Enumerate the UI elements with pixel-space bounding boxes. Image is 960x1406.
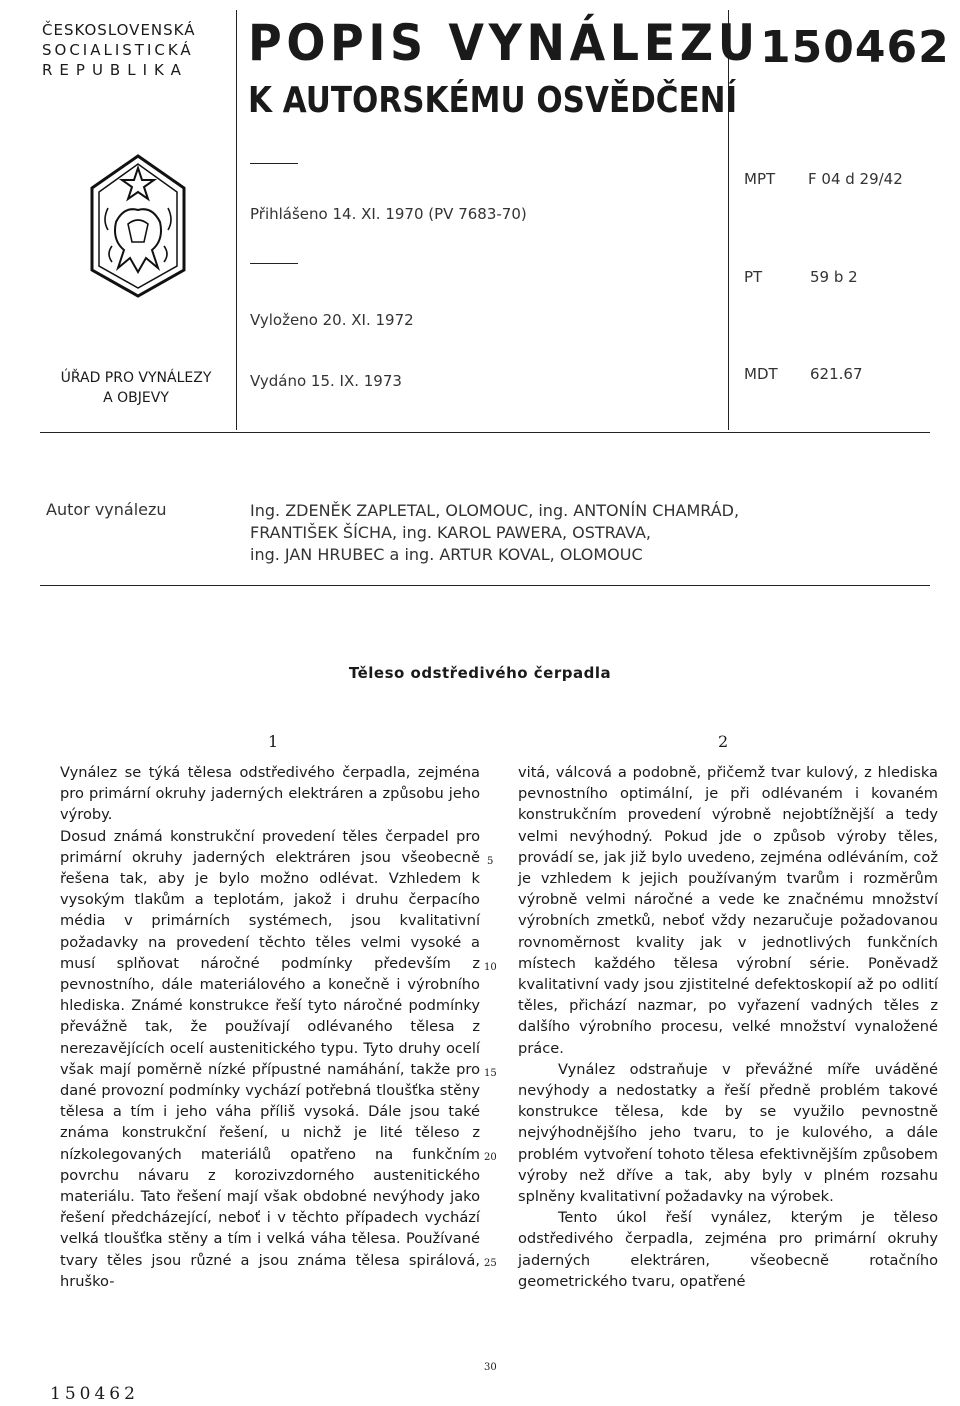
blank-rule-2 [250,263,298,264]
document-number: 150462 [760,22,950,73]
state-emblem-icon [72,150,204,300]
class-mdt-label: MDT [744,365,778,383]
office-line-1: ÚŘAD PRO VYNÁLEZY [60,370,212,386]
header-bottom-rule [40,432,930,433]
header-divider-left [236,10,237,430]
blank-rule-1 [250,163,298,164]
published-date: Vyloženo 20. XI. 1972 [250,311,414,329]
class-pt-value: 59 b 2 [810,268,858,286]
document-type-subtitle: K AUTORSKÉMU OSVĚDČENÍ [248,80,738,121]
country-line-2: SOCIALISTICKÁ [42,41,194,59]
paragraph: Vynález odstraňuje v převážné míře uváděné nevýhody a nedostatky a řeší předně problém takové konstrukce tělesa, kde by se využilo pevnostně nejvýhodnějšího jeho tvaru, to je kulového, a dále problém vytvoření tohoto tělesa efektivnějším způsobem výroby než dříve a tak, aby byly v plném rozsahu splněny kvalitativní požadavky na výrobek. [518,1060,938,1206]
invention-title: Těleso odstředivého čerpadla [348,664,612,682]
column-number-2: 2 [718,732,729,751]
author-line: ing. JAN HRUBEC a ing. ARTUR KOVAL, OLOMOUC [250,545,643,564]
text-column-1 [60,762,480,1292]
author-line: FRANTIŠEK ŠÍCHA, ing. KAROL PAWERA, OSTRAVA, [250,523,651,542]
line-number: 30 [484,1362,497,1373]
paragraph: Tento úkol řeší vynález, kterým je těleso odstředivého čerpadla, zejména pro primární okruhy jaderných elektráren, všeobecně rotačního geometrického tvaru, opatřené [518,1209,938,1290]
line-number: 5 [487,856,494,867]
class-pt-label: PT [744,268,763,286]
authors-list [250,500,910,566]
paragraph: Dosud známá konstrukční provedení těles čerpadel pro primární okruhy jaderných elektráren jsou všeobecně řešena tak, aby je bylo možno odlévat. Vzhledem k vysokým tlakům a teplotám, jakož i druhu čerpacího média v primárních systémech, jsou kvalitativní požadavky na provedení těchto těles velmi vysoké a musí splňovat náročné podmínky především z pevnostního, dále materiálového a konečně i výrobního hlediska. Známé konstrukce řeší tyto náročné podmínky převážně tak, že používají odlévaného tělesa z nerezavějících ocelí austenitického typu. Tyto druhy ocelí však mají poměrně nízké přípustné namáhání, takže pro dané provozní podmínky vychází potřebná tloušťka stěny tělesa a tím i jeho váha příliš vysoká. Dále jsou také známa konstrukční řešení, u nichž je lité těleso z nízkolegovaných materiálů opatřeno na funkčním povrchu návaru z korozivzdorného austenitického materiálu. Tato řešení mají však obdobné nevýhody jako řešení předcházející, neboť i v těchto případech vychází velká tloušťka stěny a tím i velká váha tělesa. Používané tvary těles jsou různé a jsou známa tělesa spirálová, hruško- [60,827,480,1290]
line-number: 20 [484,1152,497,1163]
filed-date: Přihlášeno 14. XI. 1970 (PV 7683-70) [250,205,527,223]
office-line-2: A OBJEVY [103,390,169,406]
class-mpt-label: MPT [744,170,776,188]
country-line-1: ČESKOSLOVENSKÁ [42,21,196,39]
paragraph: Vynález se týká tělesa odstředivého čerpadla, zejména pro primární okruhy jaderných elektráren a způsobu jeho výroby. [60,764,480,824]
class-mpt-value: F 04 d 29/42 [808,170,903,188]
line-number: 15 [484,1068,497,1079]
paragraph: vitá, válcová a podobně, přičemž tvar kulový, z hlediska pevnostního optimální, je při odlévaném i kovaném konstrukčním provedení výrobně nejobtížnější a tedy velmi nevýhodný. Pokud jde o způsob výroby těles, provádí se, jak již bylo uvedeno, zejména odléváním, což je vzhledem k jejich používaným tvarům i rozměrům výrobně velmi náročné a vede ke značnému množství výrobních zmetků, neboť vždy nezaručuje požadovanou rovnoměrnost kvality jak v jednotlivých funkčních místech každého tělesa výrobní série. Poněvadž kvalitativní vady jsou zjistitelné defektoskopií až po odlití těles, přichází nazmar, po vyřazení vadných těles z dalšího výrobního procesu, velké množství vynaložené práce. [518,764,938,1057]
header-divider-right [728,10,729,430]
author-line: Ing. ZDENĚK ZAPLETAL, OLOMOUC, ing. ANTONÍN CHAMRÁD, [250,501,740,520]
country-line-3: REPUBLIKA [42,61,188,79]
authors-bottom-rule [40,585,930,586]
authors-label: Autor vynálezu [46,500,167,519]
document-type-title: POPIS VYNÁLEZU [248,14,760,72]
issued-date: Vydáno 15. IX. 1973 [250,372,402,390]
country-name [42,20,196,80]
line-number: 25 [484,1258,497,1269]
class-mdt-value: 621.67 [810,365,863,383]
line-number: 10 [484,962,497,973]
column-number-1: 1 [268,732,279,751]
patent-office [36,368,236,408]
text-column-2 [518,762,938,1292]
footer-document-number: 150462 [50,1384,139,1404]
